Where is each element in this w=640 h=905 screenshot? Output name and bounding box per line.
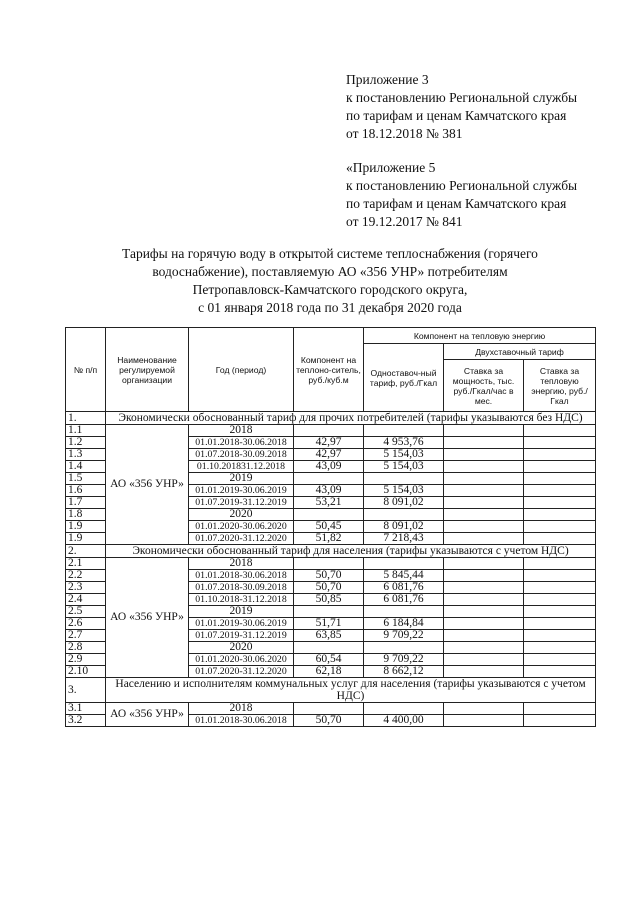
carrier-value: 42,97	[294, 437, 364, 449]
energy-rate-value	[524, 425, 596, 437]
period: 01.07.2020-31.12.2020	[189, 533, 294, 545]
row-number: 2.1	[66, 558, 106, 570]
power-rate-value	[444, 606, 524, 618]
table-row	[66, 703, 596, 715]
energy-rate-value	[524, 558, 596, 570]
row-number: 2.6	[66, 618, 106, 630]
power-rate-value	[444, 449, 524, 461]
energy-rate-value	[524, 533, 596, 545]
single-rate-value: 8 091,02	[364, 521, 444, 533]
period: 01.10.2018-31.12.2018	[189, 594, 294, 606]
energy-rate-value	[524, 473, 596, 485]
addendum-line: от 18.12.2018 № 381	[346, 126, 463, 141]
header-energy: Компонент на тепловую энергию	[364, 328, 596, 344]
period: 01.01.2020-30.06.2020	[189, 654, 294, 666]
single-rate-value: 4 400,00	[364, 715, 444, 727]
row-number: 1.4	[66, 461, 106, 473]
row-number: 1.5	[66, 473, 106, 485]
single-rate-value: 9 709,22	[364, 630, 444, 642]
period: 01.01.2019-30.06.2019	[189, 618, 294, 630]
energy-rate-value	[524, 642, 596, 654]
row-number: 2.5	[66, 606, 106, 618]
section-header-row	[66, 545, 596, 558]
section-title: Населению и исполнителям коммунальных услуг для населения (тарифы указываются с учетом НДС)	[106, 678, 596, 703]
energy-rate-value	[524, 582, 596, 594]
section-title: Экономически обоснованный тариф для прочих потребителей (тарифы указываются без НДС)	[106, 412, 596, 425]
header-num: № п/п	[66, 328, 106, 412]
header-year: Год (период)	[189, 328, 294, 412]
addendum-line: «Приложение 5	[346, 160, 436, 175]
period: 01.07.2020-31.12.2020	[189, 666, 294, 678]
energy-rate-value	[524, 666, 596, 678]
carrier-value	[294, 642, 364, 654]
header-power-rate: Ставка за мощность, тыс. руб./Гкал/час в мес.	[444, 360, 524, 412]
carrier-value: 50,45	[294, 521, 364, 533]
single-rate-value: 9 709,22	[364, 654, 444, 666]
addendum-line: по тарифам и ценам Камчатского края	[346, 196, 567, 211]
single-rate-value	[364, 642, 444, 654]
power-rate-value	[444, 570, 524, 582]
period: 01.01.2019-30.06.2019	[189, 485, 294, 497]
carrier-value: 50,70	[294, 570, 364, 582]
carrier-value: 43,09	[294, 485, 364, 497]
organization-name: АО «356 УНР»	[106, 425, 189, 545]
document-title	[80, 245, 580, 317]
row-number: 1.9	[66, 533, 106, 545]
single-rate-value	[364, 473, 444, 485]
row-number: 1.2	[66, 437, 106, 449]
period: 2018	[189, 558, 294, 570]
row-number: 1.9	[66, 521, 106, 533]
power-rate-value	[444, 473, 524, 485]
row-number: 2.9	[66, 654, 106, 666]
energy-rate-value	[524, 654, 596, 666]
single-rate-value: 5 154,03	[364, 461, 444, 473]
addendum-line: к постановлению Региональной службы	[346, 90, 578, 105]
power-rate-value	[444, 654, 524, 666]
carrier-value	[294, 703, 364, 715]
carrier-value: 42,97	[294, 449, 364, 461]
period: 2018	[189, 703, 294, 715]
carrier-value	[294, 509, 364, 521]
energy-rate-value	[524, 606, 596, 618]
header-energy-rate: Ставка за тепловую энергию, руб./Гкал	[524, 360, 596, 412]
power-rate-value	[444, 558, 524, 570]
period: 2018	[189, 425, 294, 437]
row-number: 2.10	[66, 666, 106, 678]
section-number: 1.	[66, 412, 106, 425]
single-rate-value	[364, 509, 444, 521]
carrier-value	[294, 558, 364, 570]
energy-rate-value	[524, 497, 596, 509]
carrier-value: 53,21	[294, 497, 364, 509]
section-title: Экономически обоснованный тариф для населения (тарифы указываются с учетом НДС)	[106, 545, 596, 558]
power-rate-value	[444, 642, 524, 654]
organization-name: АО «356 УНР»	[106, 558, 189, 678]
period: 01.07.2018-30.09.2018	[189, 449, 294, 461]
energy-rate-value	[524, 509, 596, 521]
single-rate-value: 5 845,44	[364, 570, 444, 582]
addendum-line: по тарифам и ценам Камчатского края	[346, 108, 567, 123]
carrier-value: 51,82	[294, 533, 364, 545]
carrier-value: 60,54	[294, 654, 364, 666]
row-number: 1.8	[66, 509, 106, 521]
single-rate-value	[364, 606, 444, 618]
carrier-value: 51,71	[294, 618, 364, 630]
carrier-value: 63,85	[294, 630, 364, 642]
table-row	[66, 425, 596, 437]
power-rate-value	[444, 618, 524, 630]
energy-rate-value	[524, 437, 596, 449]
power-rate-value	[444, 715, 524, 727]
addendum-line: к постановлению Региональной службы	[346, 178, 578, 193]
single-rate-value: 8 662,12	[364, 666, 444, 678]
period: 2020	[189, 642, 294, 654]
single-rate-value	[364, 558, 444, 570]
period: 01.07.2019-31.12.2019	[189, 497, 294, 509]
row-number: 2.4	[66, 594, 106, 606]
title-line: Петропавловск-Камчатского городского округа,	[192, 282, 468, 297]
single-rate-value: 7 218,43	[364, 533, 444, 545]
power-rate-value	[444, 437, 524, 449]
title-line: Тарифы на горячую воду в открытой системе теплоснабжения (горячего	[122, 246, 538, 261]
header-single: Одноставоч-ный тариф, руб./Гкал	[364, 344, 444, 412]
row-number: 2.3	[66, 582, 106, 594]
carrier-value: 50,85	[294, 594, 364, 606]
power-rate-value	[444, 425, 524, 437]
row-number: 1.1	[66, 425, 106, 437]
single-rate-value	[364, 703, 444, 715]
row-number: 2.2	[66, 570, 106, 582]
power-rate-value	[444, 533, 524, 545]
power-rate-value	[444, 485, 524, 497]
header-carrier: Компонент на теплоно-ситель, руб./куб.м	[294, 328, 364, 412]
single-rate-value: 6 081,76	[364, 594, 444, 606]
power-rate-value	[444, 461, 524, 473]
header-org: Наименование регулируемой организации	[106, 328, 189, 412]
title-line: с 01 января 2018 года по 31 декабря 2020 года	[198, 300, 462, 315]
period: 2019	[189, 473, 294, 485]
energy-rate-value	[524, 449, 596, 461]
energy-rate-value	[524, 594, 596, 606]
row-number: 2.8	[66, 642, 106, 654]
period: 01.01.2018-30.06.2018	[189, 570, 294, 582]
energy-rate-value	[524, 485, 596, 497]
period: 01.10.201831.12.2018	[189, 461, 294, 473]
addendum-line: от 19.12.2017 № 841	[346, 214, 463, 229]
power-rate-value	[444, 497, 524, 509]
carrier-value	[294, 425, 364, 437]
single-rate-value: 5 154,03	[364, 485, 444, 497]
period: 01.07.2019-31.12.2019	[189, 630, 294, 642]
carrier-value	[294, 606, 364, 618]
row-number: 3.1	[66, 703, 106, 715]
single-rate-value	[364, 425, 444, 437]
power-rate-value	[444, 666, 524, 678]
addendum-3-reference	[346, 71, 577, 143]
energy-rate-value	[524, 570, 596, 582]
carrier-value: 50,70	[294, 582, 364, 594]
carrier-value: 43,09	[294, 461, 364, 473]
carrier-value	[294, 473, 364, 485]
carrier-value: 50,70	[294, 715, 364, 727]
organization-name: АО «356 УНР»	[106, 703, 189, 727]
carrier-value: 62,18	[294, 666, 364, 678]
period: 01.07.2018-30.09.2018	[189, 582, 294, 594]
section-number: 3.	[66, 678, 106, 703]
energy-rate-value	[524, 715, 596, 727]
row-number: 1.6	[66, 485, 106, 497]
title-line: водоснабжение), поставляемую АО «356 УНР» потребителям	[152, 264, 508, 279]
period: 01.01.2018-30.06.2018	[189, 715, 294, 727]
power-rate-value	[444, 509, 524, 521]
power-rate-value	[444, 594, 524, 606]
section-header-row	[66, 412, 596, 425]
section-number: 2.	[66, 545, 106, 558]
header-two-rate: Двухставочный тариф	[444, 344, 596, 360]
energy-rate-value	[524, 461, 596, 473]
period: 2019	[189, 606, 294, 618]
addendum-5-reference	[346, 159, 577, 231]
power-rate-value	[444, 521, 524, 533]
row-number: 3.2	[66, 715, 106, 727]
row-number: 2.7	[66, 630, 106, 642]
single-rate-value: 4 953,76	[364, 437, 444, 449]
single-rate-value: 8 091,02	[364, 497, 444, 509]
energy-rate-value	[524, 630, 596, 642]
period: 01.01.2018-30.06.2018	[189, 437, 294, 449]
single-rate-value: 6 184,84	[364, 618, 444, 630]
period: 2020	[189, 509, 294, 521]
energy-rate-value	[524, 703, 596, 715]
table-row	[66, 558, 596, 570]
addendum-line: Приложение 3	[346, 72, 429, 87]
power-rate-value	[444, 630, 524, 642]
period: 01.01.2020-30.06.2020	[189, 521, 294, 533]
single-rate-value: 5 154,03	[364, 449, 444, 461]
row-number: 1.3	[66, 449, 106, 461]
row-number: 1.7	[66, 497, 106, 509]
power-rate-value	[444, 703, 524, 715]
energy-rate-value	[524, 618, 596, 630]
tariff-table	[65, 327, 596, 727]
energy-rate-value	[524, 521, 596, 533]
single-rate-value: 6 081,76	[364, 582, 444, 594]
power-rate-value	[444, 582, 524, 594]
section-header-row	[66, 678, 596, 703]
